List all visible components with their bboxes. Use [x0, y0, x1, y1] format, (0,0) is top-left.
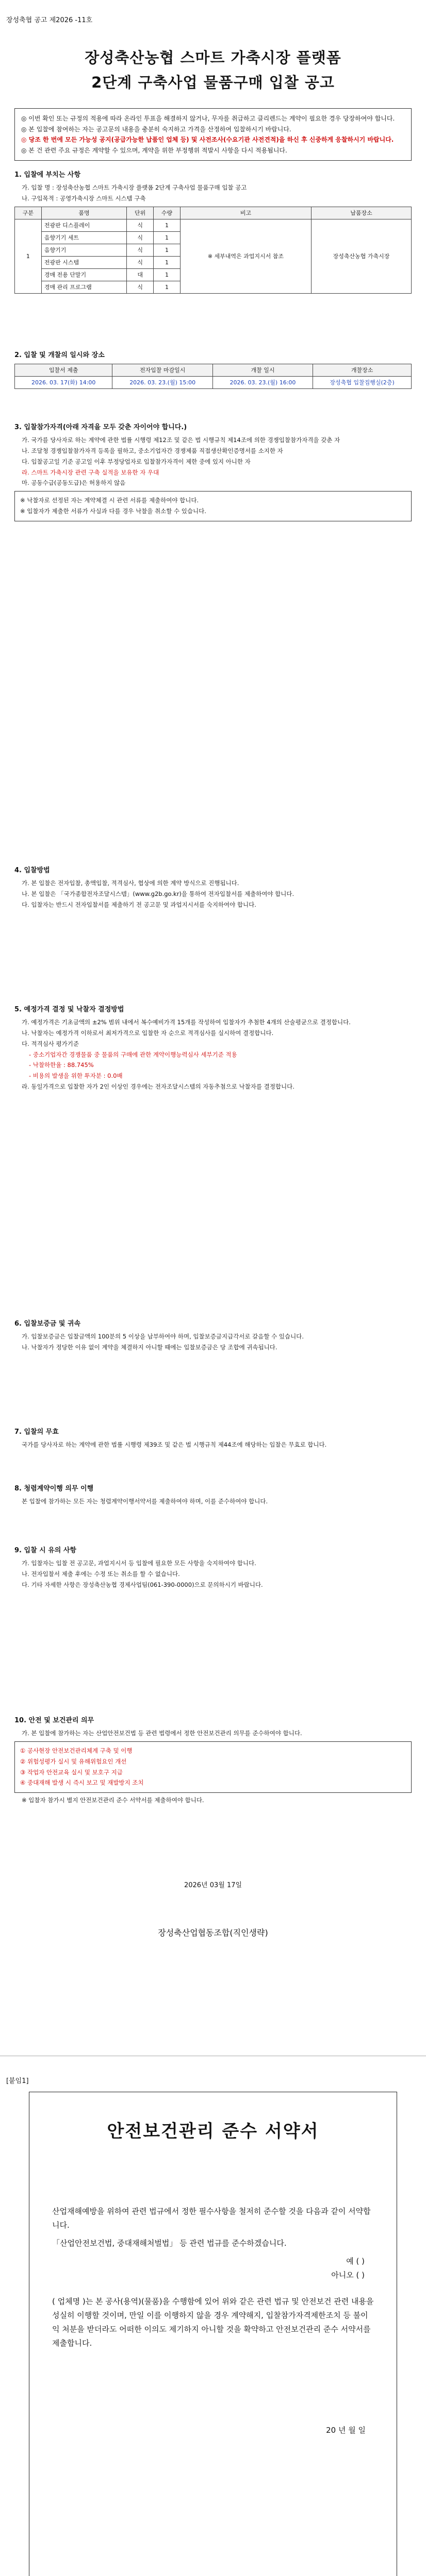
section-title: 7. 입찰의 무효 — [14, 1428, 59, 1436]
table-header: 품명 — [41, 207, 126, 219]
item-text: 나. 전자입찰서 제출 후에는 수정 또는 취소를 할 수 없습니다. — [22, 1570, 180, 1578]
pledge-yes[interactable]: 예 ( ) — [346, 2257, 365, 2266]
item-text: - 비용의 발생을 위한 투자분 : 0.0배 — [29, 1072, 123, 1080]
section-title: 10. 안전 및 보건관리 의무 — [14, 1717, 94, 1724]
table-cell: 1 — [154, 231, 181, 244]
table-cell: 1 — [154, 244, 181, 256]
section-5 — [14, 1005, 412, 1093]
title-line-2: 2단계 구축사업 물품구매 입찰 공고 — [91, 74, 335, 91]
table-row — [15, 377, 412, 389]
notice-line: ◎ 이번 확인 또는 규정의 적용에 따라 온라인 투표을 해결하지 않거나, 무자를 취급하고 클리렌드는 계약이 필요한 경우 당장하여야 합니다. — [21, 115, 395, 122]
table-cell: 장성축협 입찰집행실(2층) — [313, 377, 412, 389]
table-header: 구분 — [15, 207, 42, 219]
section-8 — [14, 1484, 412, 1508]
table-cell: 음향기기 세트 — [41, 231, 126, 244]
item-text: 다. 적격심사 평가기준 — [22, 1040, 79, 1047]
item-text: 나. 낙찰자가 정당한 이유 없이 계약을 체결하지 아니할 때에는 입찰보증금은 당 조합에 귀속됩니다. — [22, 1343, 277, 1351]
table-header: 수량 — [154, 207, 181, 219]
section-title: 5. 예정가격 결정 및 낙찰자 결정방법 — [14, 1006, 124, 1013]
pledge-paragraph: 산업재해예방을 위하여 관련 법규에서 정한 필수사항을 철저히 준수할 것을 다음과 같이 서약합니다. — [52, 2207, 371, 2230]
safety-line: ① 공사현장 안전보건관리체계 구축 및 이행 — [20, 1747, 133, 1754]
item-text: - 중소기업자간 경쟁물품 중 물품의 구매에 관한 계약이행능력심사 세부기준 적용 — [29, 1050, 237, 1058]
safety-line: ② 위험성평가 실시 및 유해위험요인 개선 — [20, 1757, 127, 1765]
pledge-paragraph: ( 업체명 )는 본 공사(용역)(물품)을 수행함에 있어 위와 같은 관련 법규 및 안전보건 관련 내용을 성실히 이행할 것이며, 만일 이를 이행하지 않을 경우 계약해지, 입찰참가자격제한조치 등 불이익 처분을 받더라도 어떠한 이의도 제기하지 아니할 것을 확약하고 안전보건관리 준수 서약서를 제출합니다. — [52, 2297, 374, 2348]
section-title: 8. 청렴계약이행 의무 이행 — [14, 1485, 94, 1493]
item-text: 가. 입찰자는 입찰 전 공고문, 과업지시서 등 입찰에 필요한 모든 사항을 숙지하여야 합니다. — [22, 1560, 256, 1567]
table-cell: 식 — [127, 231, 154, 244]
item-text: 다. 입찰자는 반드시 전자입찰서를 제출하기 전 공고문 및 과업지시서를 숙지하여야 합니다. — [22, 901, 256, 908]
item-text: 가. 예정가격은 기초금액의 ±2% 범위 내에서 복수예비가격 15개를 작성하여 입찰자가 추첨한 4개의 산술평균으로 결정합니다. — [22, 1019, 351, 1026]
item-text: 나. 낙찰자는 예정가격 이하로서 최저가격으로 입찰한 자 순으로 적격심사를 실시하여 결정합니다. — [22, 1029, 274, 1037]
item-text: 가. 입찰보증금은 입찰금액의 100분의 5 이상을 납부하여야 하며, 입찰보증금지급각서로 갈음할 수 있습니다. — [22, 1333, 304, 1341]
item-text: 마. 공동수급(공동도급)은 허용하지 않음 — [22, 479, 126, 487]
section-1 — [14, 170, 412, 294]
table-header: 개찰장소 — [313, 364, 412, 377]
section-2 — [14, 350, 412, 389]
table-cell: 장성축산농협 가축시장 — [312, 219, 412, 293]
item-text: 가. 입찰 명 : 장성축산농협 스마트 가축시장 플랫폼 2단계 구축사업 물품구매 입찰 공고 — [22, 184, 247, 192]
pledge-no[interactable]: 아니오 ( ) — [331, 2270, 365, 2280]
item-text: 다. 입찰공고일 기준 공고일 이후 부정당업자로 입찰참가자격이 제한 중에 있지 아니한 자 — [22, 457, 251, 465]
table-cell: 음향기기 — [41, 244, 126, 256]
section-title: 2. 입찰 및 개찰의 일시와 장소 — [14, 351, 105, 359]
table-cell: 2026. 03. 23.(월) 16:00 — [212, 377, 313, 389]
item-text: 라. 스마트 가축시장 관련 구축 실적을 보유한 자 우대 — [22, 468, 159, 476]
table-cell: 대 — [127, 269, 154, 281]
section-3 — [14, 422, 412, 524]
item-text: 가. 본 입찰은 전자입찰, 총액입찰, 적격심사, 협상에 의한 계약 방식으로 진행됩니다. — [22, 879, 239, 887]
title-block — [0, 45, 426, 95]
section-title: 4. 입찰방법 — [14, 867, 50, 874]
item-text: 나. 본 입찰은 「국가종합전자조달시스템」(www.g2b.go.kr)을 통하여 전자입찰서를 제출하여야 합니다. — [22, 890, 294, 897]
table-cell: 2026. 03. 17(화) 14:00 — [15, 377, 112, 389]
pledge-date[interactable]: 20 년 월 일 — [326, 2426, 366, 2435]
table-row — [15, 219, 412, 231]
safety-line: ④ 중대재해 발생 시 즉시 보고 및 재발방지 조치 — [20, 1779, 144, 1787]
safety-box — [14, 1741, 412, 1793]
section-title: 9. 입찰 시 유의 사항 — [14, 1547, 76, 1554]
table-cell: 경매 관리 프로그램 — [41, 281, 126, 294]
info-box — [14, 491, 412, 521]
item-text: - 낙찰하한율 : 88.745% — [29, 1061, 94, 1069]
item-text: 나. 조달청 경쟁입찰참가자격 등록을 필하고, 중소기업자간 경쟁제품 직접생산확인증명서를 소지한 자 — [22, 447, 283, 454]
item-text: 다. 기타 자세한 사항은 장성축산농협 경제사업팀(061-390-0000)으로 문의하시기 바랍니다. — [22, 1581, 263, 1588]
table-header: 전자입찰 마감일시 — [112, 364, 212, 377]
table-header: 입찰서 제출 — [15, 364, 112, 377]
table-cell: 1 — [154, 256, 181, 268]
notice-line-highlight: ◎ 당조 한 번에 모든 가능성 공지(공급가능한 납품인 업체 등) 및 사전조사(수요기관 사전견적)을 하신 후 신중하게 응찰하시기 바랍니다. — [21, 136, 394, 144]
table-cell: 식 — [127, 256, 154, 268]
table-cell: 1 — [154, 269, 181, 281]
title-line-1: 장성축산농협 스마트 가축시장 플랫폼 — [85, 49, 341, 66]
table-cell: 1 — [154, 281, 181, 294]
issuing-organization: 장성축산업협동조합(직인생략) — [158, 1928, 268, 1938]
schedule-table — [14, 364, 412, 389]
item-text: 나. 구입목적 : 공영가축시장 스마트 시스템 구축 — [22, 194, 146, 202]
pledge-form — [29, 2092, 397, 2576]
table-cell: 1 — [154, 219, 181, 231]
item-text: 본 입찰에 참가하는 모든 자는 청렴계약이행서약서를 제출하여야 하며, 이를 준수하여야 합니다. — [22, 1498, 268, 1505]
table-cell: 식 — [127, 281, 154, 294]
info-line: ※ 낙찰자로 선정된 자는 계약체결 시 관련 서류를 제출하여야 합니다. — [20, 497, 199, 504]
table-header: 납품장소 — [312, 207, 412, 219]
item-text: ※ 입찰자 참가시 별지 안전보건관리 준수 서약서를 제출하여야 합니다. — [22, 1797, 204, 1804]
table-header: 단위 — [127, 207, 154, 219]
announcement-date: 2026년 03월 17일 — [184, 1882, 242, 1889]
item-text: 가. 국가를 당사자로 하는 계약에 관한 법률 시행령 제12조 및 같은 법 시행규칙 제14조에 의한 경쟁입찰참가자격을 갖춘 자 — [22, 436, 340, 444]
item-text: 국가를 당사자로 하는 계약에 관한 법률 시행령 제39조 및 같은 법 시행규칙 제44조에 해당하는 입찰은 무효로 합니다. — [22, 1441, 327, 1449]
section-10 — [14, 1716, 412, 1807]
table-cell: ※ 세부내역은 과업지시서 참조 — [180, 219, 311, 293]
section-6 — [14, 1319, 412, 1354]
table-cell: 경매 전용 단말기 — [41, 269, 126, 281]
table-cell: 식 — [127, 244, 154, 256]
pledge-title: 안전보건관리 준수 서약서 — [107, 2121, 319, 2142]
annex-label: [붙임1] — [6, 2077, 29, 2085]
item-table — [14, 207, 412, 294]
table-cell: 전광판 시스템 — [41, 256, 126, 268]
section-title: 3. 입찰참가자격(아래 자격을 모두 갖춘 자이어야 합니다.) — [14, 423, 187, 431]
table-cell: 전광판 디스플레이 — [41, 219, 126, 231]
item-text: 라. 동일가격으로 입찰한 자가 2인 이상인 경우에는 전자조달시스템의 자동추첨으로 낙찰자를 결정합니다. — [22, 1083, 294, 1091]
table-cell: 2026. 03. 23.(월) 15:00 — [112, 377, 212, 389]
section-9 — [14, 1546, 412, 1591]
info-line: ※ 입찰자가 제출한 서류가 사실과 다를 경우 낙찰을 취소할 수 있습니다. — [20, 507, 206, 515]
item-text: 가. 본 입찰에 참가하는 자는 산업안전보건법 등 관련 법령에서 정한 안전보건관리 의무를 준수하여야 합니다. — [22, 1730, 302, 1737]
notice-line: ◎ 본 건 관련 주요 규정은 계약할 수 있으며, 계약을 위한 부정행위 적발시 사항을 다시 적용됩니다. — [21, 146, 287, 154]
section-title: 1. 입찰에 부치는 사항 — [14, 171, 81, 179]
pledge-body — [52, 2200, 375, 2354]
table-cell: 식 — [127, 219, 154, 231]
section-title: 6. 입찰보증금 및 귀속 — [14, 1320, 81, 1328]
table-header: 개찰 일시 — [212, 364, 313, 377]
table-cell: 1 — [15, 219, 42, 293]
notice-line: ◎ 본 입찰에 참여하는 자는 공고문의 내용을 충분히 숙지하고 가격을 산정하여 입찰하시기 바랍니다. — [21, 125, 291, 133]
notice-box — [14, 108, 412, 161]
section-7 — [14, 1427, 412, 1451]
doc-number: 장성축협 공고 제2026 -11호 — [6, 16, 93, 24]
section-4 — [14, 866, 412, 911]
safety-line: ③ 작업자 안전교육 실시 및 보호구 지급 — [20, 1768, 123, 1776]
table-header: 비고 — [180, 207, 311, 219]
pledge-paragraph: 「산업안전보건법, 중대재해처벌법」 등 관련 법규를 준수하겠습니다. — [52, 2239, 287, 2248]
